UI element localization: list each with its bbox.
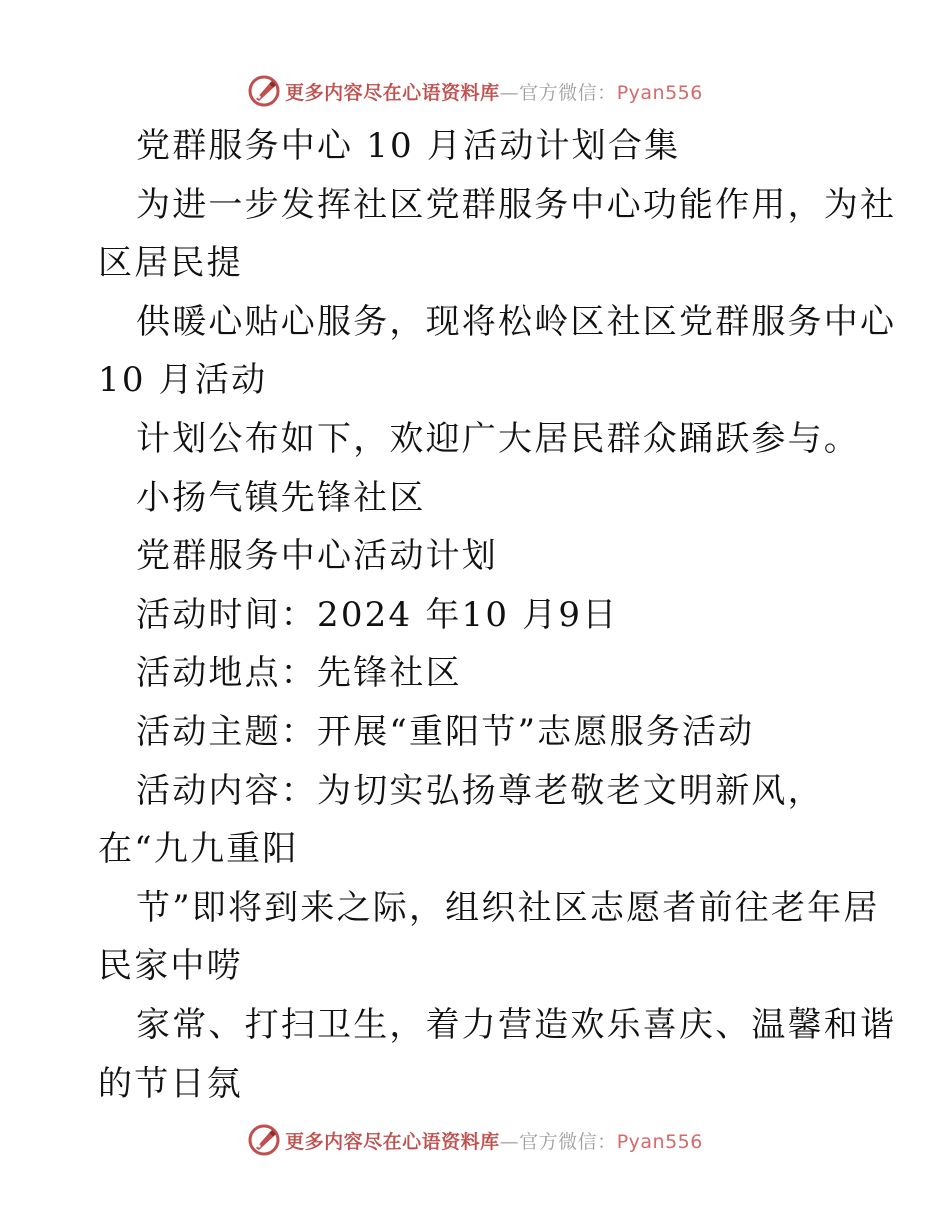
watermark-separator: —	[499, 1130, 520, 1153]
watermark-wechat-id: Pyan556	[616, 1130, 703, 1153]
text-line: 党群服务中心活动计划	[136, 536, 498, 577]
text-line: 党群服务中心 10 月活动计划合集	[136, 126, 681, 166]
watermark-wechat-label: 官方微信：	[519, 1130, 617, 1153]
text-line: 区居民提	[98, 243, 243, 284]
watermark-brand: 更多内容尽在心语资料库	[285, 81, 500, 104]
watermark-separator: —	[499, 81, 520, 104]
text-line: 活动地点：先锋社区	[136, 653, 462, 694]
text-line: 家常、打扫卫生，着力营造欢乐喜庆、温馨和谐	[136, 1004, 897, 1045]
text-line: 活动主题：开展“重阳节”志愿服务活动	[136, 711, 755, 752]
text-line: 在“九九重阳	[98, 829, 299, 870]
text-line: 供暖心贴心服务，现将松岭区社区党群服务中心	[136, 301, 897, 342]
pen-nib-logo-icon	[247, 1123, 281, 1157]
watermark-text	[285, 1127, 703, 1154]
text-line: 活动时间：2024 年10 月9日	[136, 594, 619, 635]
text-line: 小扬气镇先锋社区	[136, 477, 426, 518]
text-line: 的节日氛	[98, 1063, 243, 1104]
footer-watermark	[0, 1120, 950, 1160]
text-line: 民家中唠	[98, 946, 243, 987]
pen-nib-logo-icon	[247, 74, 281, 108]
text-line: 为进一步发挥社区党群服务中心功能作用，为社	[136, 184, 897, 225]
watermark-wechat-id: Pyan556	[616, 81, 703, 104]
text-line: 计划公布如下，欢迎广大居民群众踊跃参与。	[136, 418, 860, 459]
document-body	[98, 117, 897, 1113]
watermark-text	[285, 78, 703, 105]
text-line: 节”即将到来之际，组织社区志愿者前往老年居	[136, 887, 880, 928]
text-line: 活动内容：为切实弘扬尊老敬老文明新风，	[136, 770, 824, 811]
header-watermark	[0, 71, 950, 111]
watermark-brand: 更多内容尽在心语资料库	[285, 1130, 500, 1153]
text-line: 10 月活动	[98, 360, 268, 401]
watermark-wechat-label: 官方微信：	[519, 81, 617, 104]
